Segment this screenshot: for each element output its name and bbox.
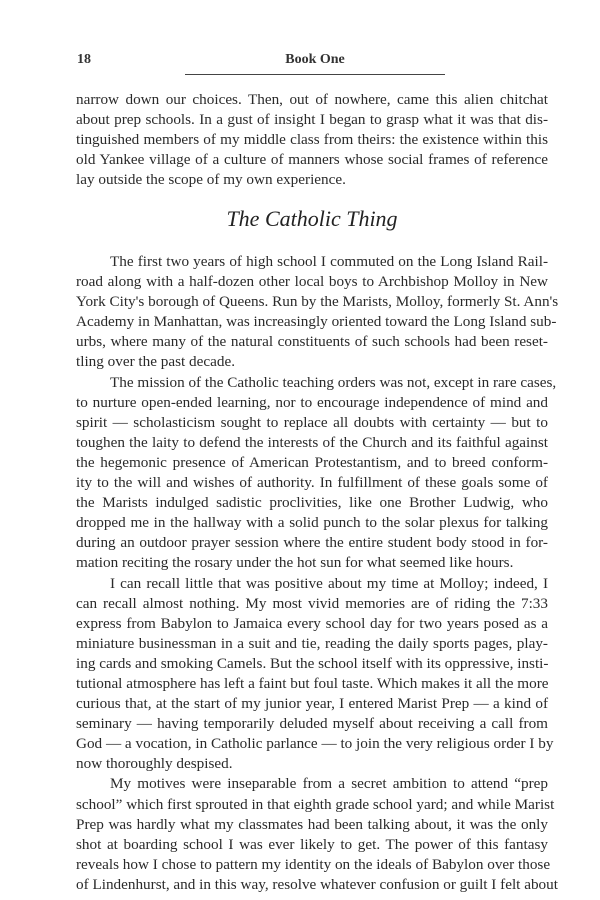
text-line: dropped me in the hallway with a solid punch to the solar plexus for talking	[76, 514, 548, 532]
section-body	[76, 252, 559, 895]
text-line: mation reciting the rosary under the hot sun for what seemed like hours.	[76, 554, 514, 572]
text-line: tinguished members of my middle class from theirs: the existence within this	[76, 131, 548, 149]
text-line: Prep was hardly what my classmates had been talking about, it was the only	[76, 815, 548, 833]
text-line: seminary — having temporarily deluded myself about receiving a call from	[76, 715, 548, 733]
text-line: ity to the will and wishes of authority. In fulfillment of these goals some of	[76, 474, 548, 492]
text-line: ing cards and smoking Camels. But the school itself with its oppressive, insti-	[76, 654, 549, 672]
text-line: narrow down our choices. Then, out of nowhere, came this alien chitchat	[76, 91, 548, 108]
text-line: of Lindenhurst, and in this way, resolve whatever confusion or guilt I felt about	[76, 875, 558, 893]
paragraph	[76, 373, 557, 574]
text-line: express from Babylon to Jamaica every school day for two years posed as a	[76, 614, 548, 632]
text-line: old Yankee village of a culture of manners whose social frames of reference	[76, 151, 548, 169]
running-head: Book One	[285, 52, 345, 67]
text-line: now thoroughly despised.	[76, 755, 233, 773]
text-line: urbs, where many of the natural constituents of such schools had been reset-	[76, 333, 548, 351]
paragraph	[76, 574, 554, 775]
text-line: York City's borough of Queens. Run by the Marists, Molloy, formerly St. Ann's	[76, 293, 559, 311]
continued-paragraph	[76, 90, 548, 190]
header-rule	[185, 74, 445, 75]
text-line: miniature businessman in a suit and tie, reading the daily sports pages, play-	[76, 634, 548, 652]
text-line: the hegemonic presence of American Protestantism, and to breed conform-	[76, 453, 548, 471]
text-line: spirit — scholasticism sought to replace all doubts with certainty — but to	[76, 413, 548, 431]
text-line: can recall almost nothing. My most vivid memories are of riding the 7:33	[76, 594, 548, 612]
text-line: I can recall little that was positive about my time at Molloy; indeed, I	[110, 574, 548, 592]
text-line: road along with a half-dozen other local boys to Archbishop Molloy in New	[76, 273, 548, 291]
paragraph	[76, 774, 558, 895]
text-line: Academy in Manhattan, was increasingly oriented toward the Long Island sub-	[76, 313, 557, 331]
text-line: the Marists indulged sadistic proclivities, like one Brother Ludwig, who	[76, 494, 548, 512]
text-line: tling over the past decade.	[76, 353, 235, 371]
text-line: during an outdoor prayer session where the entire student body stood in for-	[76, 534, 548, 552]
text-line: lay outside the scope of my own experience.	[76, 171, 346, 189]
section-title: The Catholic Thing	[226, 206, 398, 231]
text-line: tutional atmosphere has left a faint but foul taste. Which makes it all the more	[76, 674, 549, 692]
page-number: 18	[77, 52, 91, 67]
text-line: reveals how I chose to pattern my identity on the ideals of Babylon over those	[76, 855, 551, 873]
text-line: shot at boarding school I was ever likely to get. The power of this fantasy	[76, 835, 548, 853]
text-line: school” which first sprouted in that eighth grade school yard; and while Marist	[76, 795, 555, 813]
text-line: The mission of the Catholic teaching orders was not, except in rare cases,	[110, 373, 557, 391]
text-line: God — a vocation, in Catholic parlance — to join the very religious order I by	[76, 735, 554, 753]
text-line: toughen the laity to defend the interests of the Church and its faithful against	[76, 433, 548, 451]
text-line: to nurture open-ended learning, nor to encourage independence of mind and	[76, 393, 548, 411]
text-line: about prep schools. In a gust of insight I began to grasp what it was that dis-	[76, 111, 548, 129]
text-line: curious that, at the start of my junior year, I entered Marist Prep — a kind of	[76, 695, 548, 713]
text-line: My motives were inseparable from a secret ambition to attend “prep	[110, 775, 548, 793]
text-line: The first two years of high school I commuted on the Long Island Rail-	[110, 253, 548, 270]
paragraph	[76, 252, 559, 373]
